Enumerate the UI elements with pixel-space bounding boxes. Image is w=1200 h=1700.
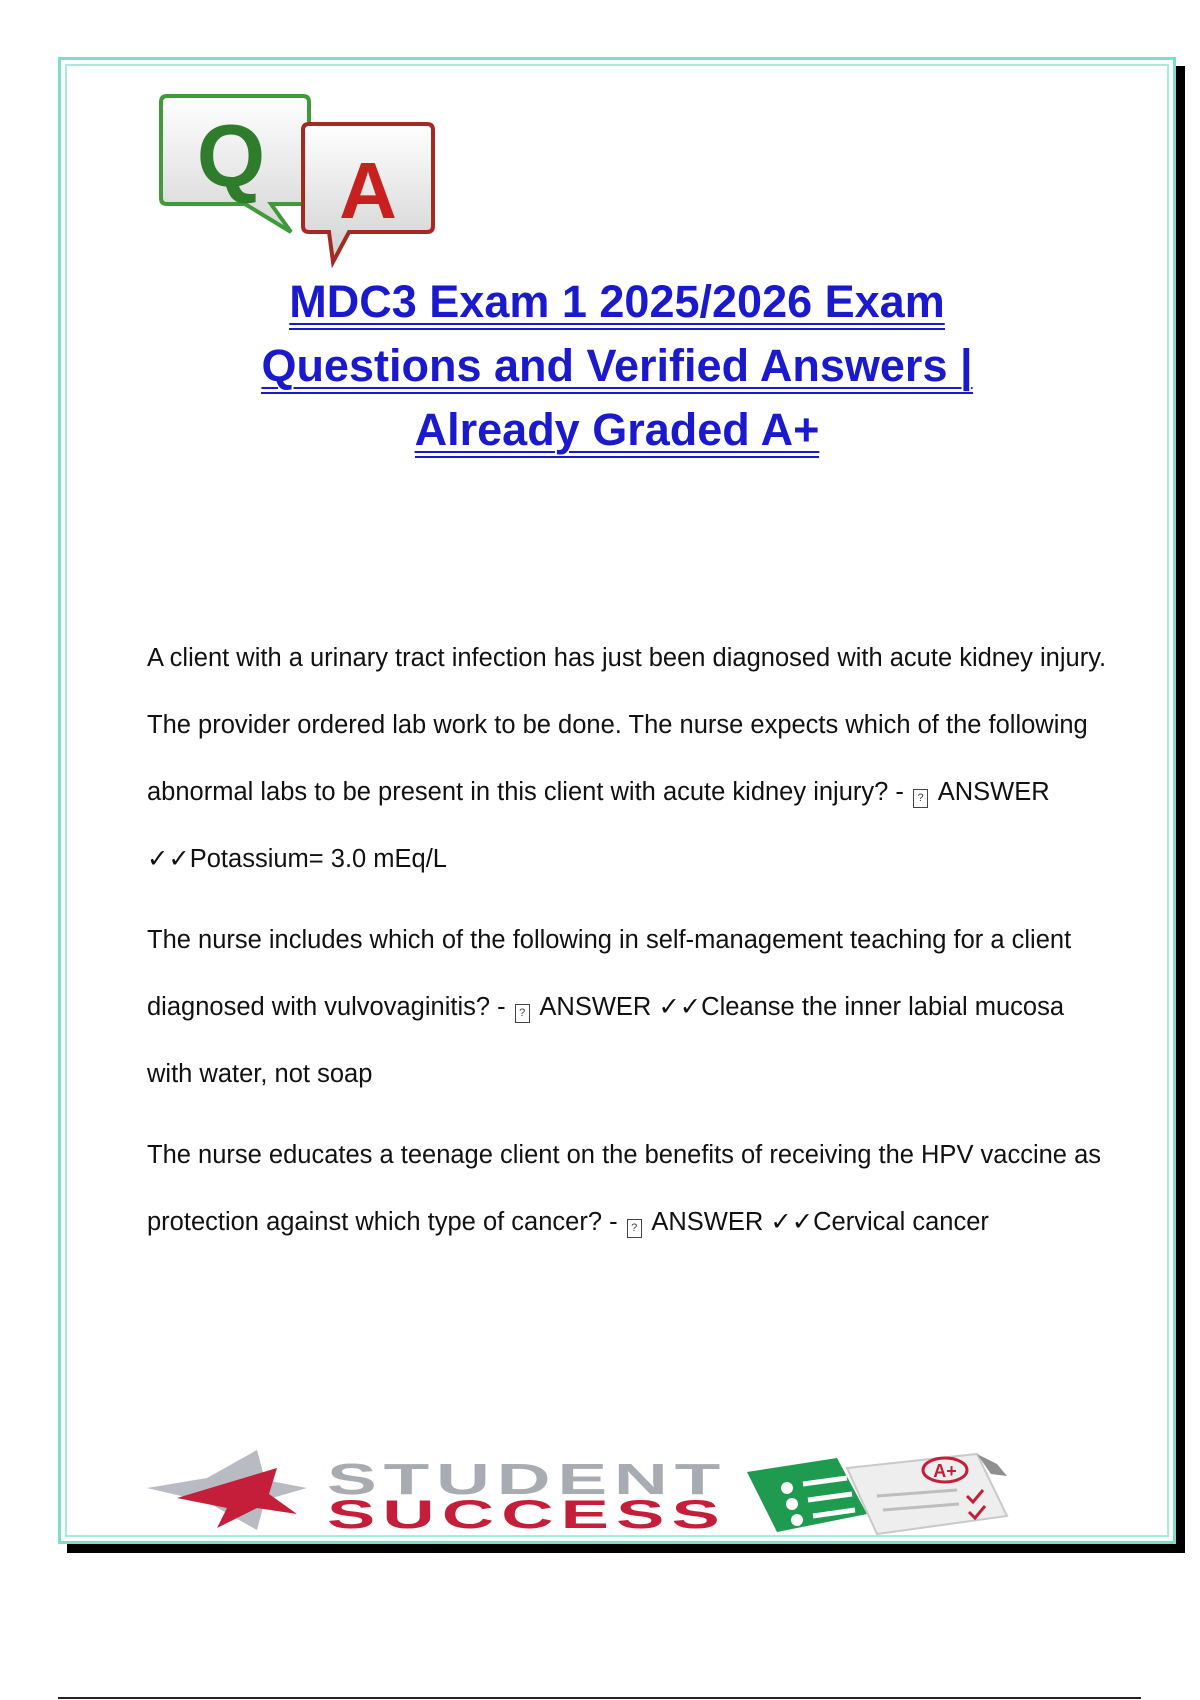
logo-word-student: STUDENT: [327, 1455, 727, 1504]
answer-text: Cervical cancer: [813, 1208, 989, 1236]
a-letter: A: [339, 146, 397, 235]
qa-item-3: [147, 1122, 1107, 1256]
graded-paper-icon: [847, 1454, 1007, 1534]
grade-badge: A+: [933, 1461, 957, 1481]
document-title: [61, 270, 1173, 462]
question-text: The nurse educates a teenage client on the benefits of receiving the HPV vaccine as protection against which type of cancer? -: [147, 1141, 1102, 1236]
q-letter: Q: [196, 106, 266, 205]
answer-text: Cleanse the inner labial mucosa with water, not soap: [147, 993, 1065, 1088]
check-marks: ✓✓: [770, 1208, 814, 1236]
answer-text: Potassium= 3.0 mEq/L: [189, 845, 447, 873]
bottom-rule: [58, 1697, 1141, 1699]
answer-label: ANSWER: [651, 1208, 764, 1236]
qa-item-1: [147, 625, 1107, 893]
answer-marker-icon: ?: [627, 1219, 642, 1238]
title-line-1: MDC3 Exam 1 2025/2026 Exam: [61, 270, 1173, 334]
answer-marker-icon: ?: [515, 1004, 530, 1023]
answer-label: ANSWER: [539, 993, 652, 1021]
qa-logo: [153, 90, 453, 270]
check-marks: ✓✓: [658, 993, 702, 1021]
title-line-2: Questions and Verified Answers |: [61, 334, 1173, 398]
answer-marker-icon: ?: [913, 789, 928, 808]
a-bubble-icon: [303, 124, 433, 262]
logo-word-success: SUCCESS: [327, 1493, 727, 1537]
qa-list: [147, 625, 1107, 1270]
qa-item-2: [147, 907, 1107, 1108]
answer-label: ANSWER: [937, 778, 1050, 806]
question-text: A client with a urinary tract infection has just been diagnosed with acute kidney injury. The provider ordered lab work to be done. The nurse expects which of the following abnormal labs to be present in this client with acute kidney injury? -: [147, 644, 1107, 806]
q-bubble-icon: [161, 96, 309, 232]
star-icon: [147, 1450, 307, 1530]
title-line-3: Already Graded A+: [61, 398, 1173, 462]
student-success-logo: [147, 1450, 1107, 1540]
page-frame: [58, 57, 1176, 1544]
check-marks: ✓✓: [147, 845, 190, 873]
question-text: The nurse includes which of the following in self-management teaching for a client diagnosed with vulvovaginitis? -: [147, 926, 1072, 1021]
